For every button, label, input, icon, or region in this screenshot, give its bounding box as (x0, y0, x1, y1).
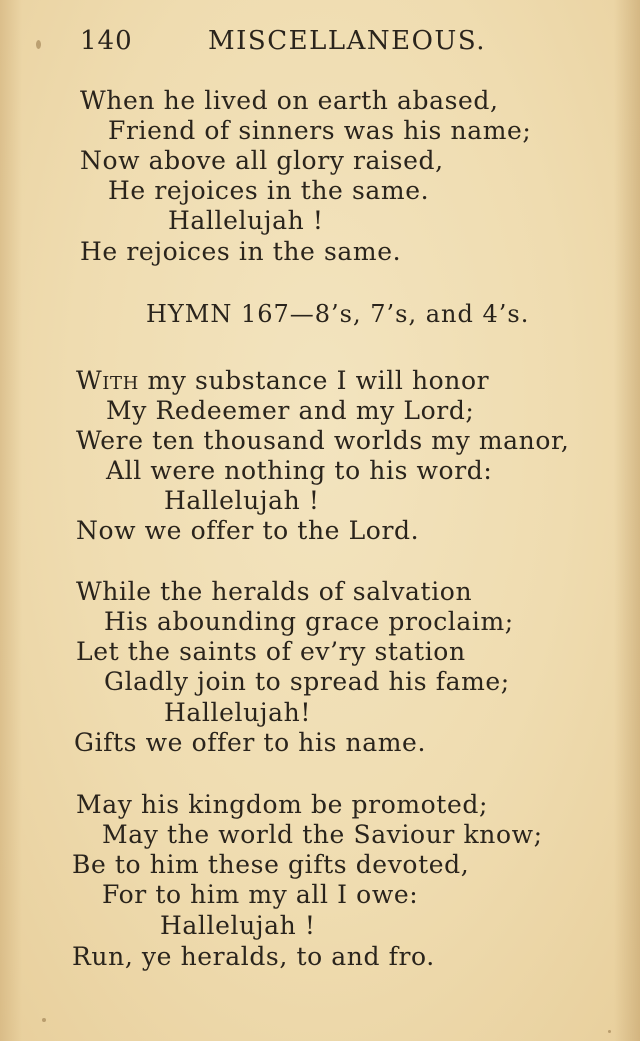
verse-line: Gladly join to spread his fame; (104, 667, 510, 696)
page-header (80, 22, 500, 62)
verse-line: Now we offer to the Lord. (76, 516, 420, 545)
verse-line: Be to him these gifts devoted, (72, 850, 470, 879)
verse-line: Let the saints of ev’ry station (76, 637, 466, 666)
refrain-line: Hallelujah ! (168, 206, 324, 235)
verse-line: Run, ye heralds, to and fro. (72, 942, 435, 971)
hymn-title: HYMN 167—8’s, 7’s, and 4’s. (146, 300, 530, 328)
ink-speck (42, 1018, 46, 1022)
page-edge-shadow-left (0, 0, 22, 1041)
verse-line: May his kingdom be promoted; (76, 790, 488, 819)
drop-word: With (76, 366, 139, 395)
verse-line: Gifts we offer to his name. (74, 728, 427, 757)
verse-line: Friend of sinners was his name; (108, 116, 532, 145)
running-head: MISCELLANEOUS. (208, 26, 486, 56)
ink-speck (36, 40, 41, 49)
verse-line: His abounding grace proclaim; (104, 607, 514, 636)
page-edge-shadow-right (614, 0, 640, 1041)
verse-line: For to him my all I owe: (102, 880, 419, 909)
refrain-line: Hallelujah! (164, 698, 311, 727)
page-number: 140 (80, 26, 133, 56)
verse-line: He rejoices in the same. (108, 176, 430, 205)
verse-line: When he lived on earth abased, (80, 86, 499, 115)
verse-line: All were nothing to his word: (106, 456, 493, 485)
verse-line-first (76, 366, 489, 396)
verse-line: He rejoices in the same. (80, 237, 402, 266)
verse-line: While the heralds of salvation (76, 577, 473, 606)
verse-line: Now above all glory raised, (80, 146, 444, 175)
ink-speck (608, 1030, 611, 1033)
verse-line-rest: my substance I will honor (138, 366, 490, 395)
verse-line: Were ten thousand worlds my manor, (76, 426, 570, 455)
refrain-line: Hallelujah ! (164, 486, 320, 515)
verse-line: May the world the Saviour know; (102, 820, 543, 849)
refrain-line: Hallelujah ! (160, 911, 316, 940)
verse-line: My Redeemer and my Lord; (106, 396, 475, 425)
